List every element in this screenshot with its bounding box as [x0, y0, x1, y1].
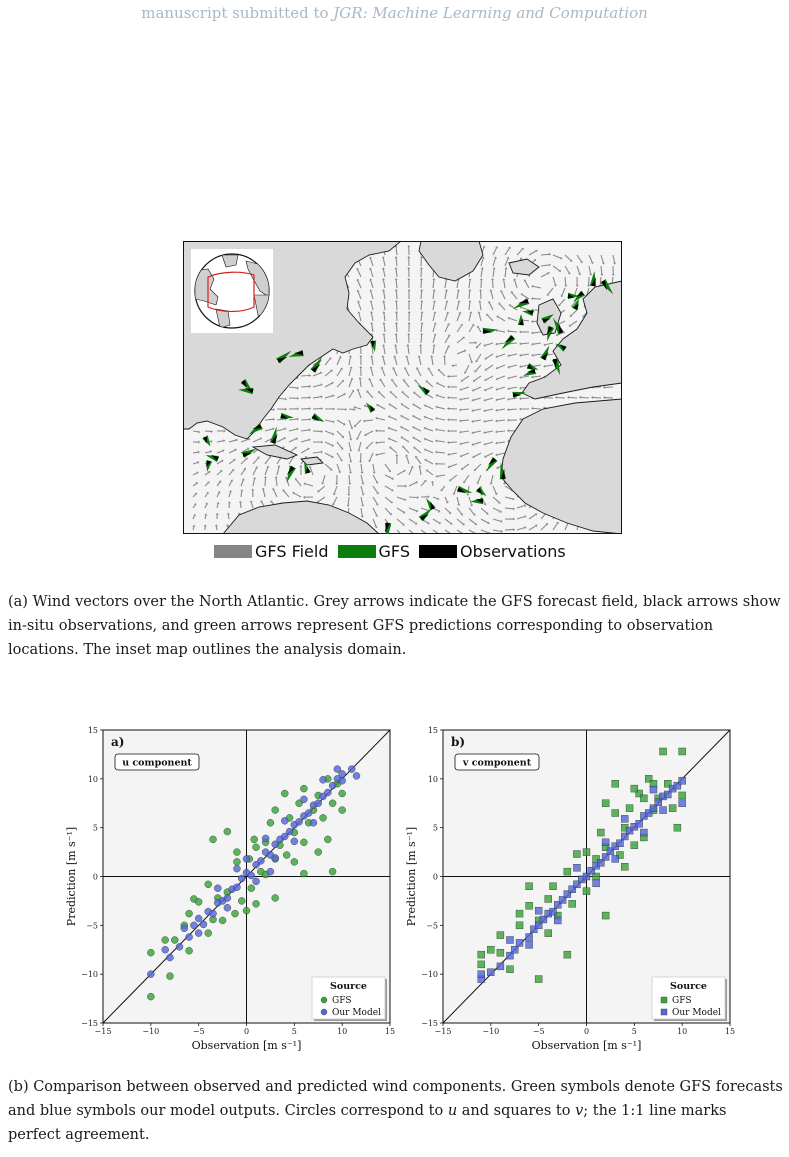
legend-entry: GFS — [332, 996, 352, 1006]
legend-marker — [321, 997, 327, 1003]
caption-b-v: v — [575, 1103, 584, 1119]
gfs-point — [583, 888, 590, 895]
our-model-point — [640, 829, 647, 836]
gfs-field-arrow — [301, 386, 309, 387]
x-tick-label: −10 — [482, 1027, 500, 1036]
gfs-point — [195, 898, 202, 905]
our-model-point — [286, 828, 293, 835]
gfs-point — [640, 795, 647, 802]
our-model-point — [487, 969, 494, 976]
our-model-point — [267, 868, 274, 875]
gfs-field-arrow — [449, 442, 457, 443]
y-tick-label: −5 — [426, 921, 438, 931]
our-model-point — [253, 878, 260, 885]
gfs-point — [602, 912, 609, 919]
gfs-point — [660, 748, 667, 755]
gfs-point — [248, 885, 255, 892]
panel-label: b) — [451, 735, 466, 749]
y-axis-label: Prediction [m s⁻¹] — [65, 826, 78, 927]
legend-title: Source — [330, 981, 367, 992]
gfs-field-arrow — [509, 409, 517, 410]
gfs-field-arrow — [509, 343, 517, 344]
y-tick-label: 15 — [87, 726, 98, 735]
our-model-point — [320, 776, 327, 783]
our-model-point — [238, 875, 245, 882]
our-model-point — [497, 963, 504, 970]
gfs-point — [243, 907, 250, 914]
gfs-point — [564, 951, 571, 958]
gfs-field-arrow — [569, 397, 577, 398]
legend-entry: Our Model — [332, 1008, 381, 1018]
gfs-field-arrow — [301, 419, 309, 420]
y-tick-label: 15 — [427, 726, 438, 735]
our-model-point — [181, 925, 188, 932]
y-tick-label: 5 — [92, 823, 98, 833]
gfs-field-arrow — [541, 254, 549, 255]
our-model-point — [305, 810, 312, 817]
our-model-point — [296, 818, 303, 825]
our-model-point — [339, 777, 346, 784]
gfs-point — [597, 829, 604, 836]
our-model-point — [593, 880, 600, 887]
y-tick-label: −5 — [86, 921, 98, 931]
inset-globe — [191, 249, 273, 333]
gfs-point — [564, 868, 571, 875]
our-model-point — [190, 922, 197, 929]
gfs-point — [233, 849, 240, 856]
gfs-field-arrow — [240, 503, 241, 508]
x-tick-label: −5 — [532, 1027, 545, 1036]
gfs-point — [669, 805, 676, 812]
gfs-point — [324, 836, 331, 843]
gfs-point — [267, 819, 274, 826]
our-model-point — [554, 917, 561, 924]
x-tick-label: 0 — [243, 1027, 250, 1036]
our-model-point — [224, 904, 231, 911]
x-tick-label: 5 — [631, 1027, 637, 1036]
our-model-point — [621, 815, 628, 822]
our-model-point — [679, 800, 686, 807]
gfs-field-arrow — [396, 291, 397, 299]
gfs-field-arrow — [453, 365, 457, 366]
gfs-field-arrow — [396, 302, 397, 310]
gfs-point — [545, 930, 552, 937]
gfs-point — [497, 949, 504, 956]
our-model-point — [478, 971, 485, 978]
our-model-point — [262, 835, 269, 842]
gfs-point — [631, 785, 638, 792]
y-tick-label: 10 — [427, 774, 438, 784]
our-model-point — [526, 934, 533, 941]
our-model-point — [612, 855, 619, 862]
our-model-point — [176, 943, 183, 950]
gfs-field-arrow — [565, 277, 566, 285]
gfs-point — [272, 807, 279, 814]
gfs-point — [224, 828, 231, 835]
y-tick-label: 0 — [432, 872, 438, 882]
x-tick-label: 10 — [677, 1027, 688, 1036]
y-tick-label: 5 — [432, 823, 438, 833]
our-model-point — [195, 915, 202, 922]
caption-b-text2: and squares to — [457, 1103, 576, 1119]
legend-label-gfs-field: GFS Field — [255, 541, 329, 561]
gfs-point — [506, 966, 513, 973]
legend-entry: Our Model — [672, 1008, 721, 1018]
x-axis-label: Observation [m s⁻¹] — [531, 1039, 642, 1052]
gfs-point — [516, 922, 523, 929]
gfs-point — [526, 883, 533, 890]
our-model-point — [516, 939, 523, 946]
scatter-u-component — [58, 722, 398, 1057]
y-tick-label: 0 — [92, 872, 98, 882]
gfs-field-arrow — [216, 526, 217, 530]
our-model-point — [315, 800, 322, 807]
our-model-point — [210, 910, 217, 917]
legend-item-gfs — [338, 542, 410, 561]
our-model-point — [147, 971, 154, 978]
our-model-point — [679, 777, 686, 784]
gfs-point — [205, 930, 212, 937]
gfs-point — [329, 868, 336, 875]
gfs-field-arrow — [469, 291, 470, 299]
our-model-point — [257, 857, 264, 864]
gfs-point — [497, 932, 504, 939]
gfs-point — [569, 900, 576, 907]
gfs-field-arrow — [600, 277, 601, 285]
our-model-point — [186, 934, 193, 941]
x-tick-label: 15 — [384, 1027, 396, 1036]
legend-item-gfs-field — [214, 542, 329, 561]
running-header — [0, 4, 789, 22]
our-model-point — [650, 786, 657, 793]
gfs-point — [219, 917, 226, 924]
our-model-point — [535, 907, 542, 914]
gfs-point — [612, 810, 619, 817]
panel-label: a) — [111, 735, 125, 749]
gfs-point — [300, 870, 307, 877]
gfs-point — [253, 844, 260, 851]
x-tick-label: −5 — [192, 1027, 205, 1036]
gfs-point — [210, 836, 217, 843]
gfs-point — [602, 800, 609, 807]
gfs-point — [583, 849, 590, 856]
gfs-point — [281, 790, 288, 797]
gfs-point — [535, 976, 542, 983]
gfs-point — [251, 836, 258, 843]
gfs-field-arrow — [396, 324, 397, 332]
gfs-point — [626, 805, 633, 812]
legend-swatch-observations — [419, 545, 457, 558]
y-axis-label: Prediction [m s⁻¹] — [405, 826, 418, 927]
gfs-point — [516, 910, 523, 917]
header-prefix: manuscript submitted to — [141, 4, 334, 22]
x-tick-label: −15 — [94, 1027, 112, 1036]
gfs-point — [329, 800, 336, 807]
header-journal: JGR: Machine Learning and Computation — [333, 4, 648, 22]
gfs-field-arrow — [421, 335, 422, 343]
our-model-point — [324, 789, 331, 796]
component-label: u component — [122, 757, 192, 769]
our-model-point — [348, 766, 355, 773]
gfs-point — [674, 824, 681, 831]
legend-marker — [661, 1009, 667, 1015]
gfs-point — [631, 842, 638, 849]
our-model-point — [233, 865, 240, 872]
gfs-point — [147, 993, 154, 1000]
our-model-point — [526, 941, 533, 948]
our-model-point — [300, 796, 307, 803]
gfs-point — [238, 897, 245, 904]
gfs-field-arrow — [521, 343, 529, 344]
gfs-point — [171, 936, 178, 943]
gfs-field-arrow — [265, 419, 273, 420]
legend-swatch-gfs-field — [214, 545, 252, 558]
gfs-field-arrow — [533, 408, 541, 409]
x-tick-label: 10 — [337, 1027, 348, 1036]
gfs-point — [487, 946, 494, 953]
gfs-field-arrow — [396, 313, 397, 321]
gfs-point — [233, 858, 240, 865]
our-model-point — [224, 894, 231, 901]
gfs-field-arrow — [193, 452, 198, 453]
our-model-point — [166, 954, 173, 961]
gfs-field-arrow — [505, 508, 513, 509]
gfs-point — [679, 748, 686, 755]
our-model-point — [272, 854, 279, 861]
gfs-point — [573, 851, 580, 858]
our-model-point — [329, 782, 336, 789]
legend-marker — [321, 1009, 327, 1015]
gfs-field-arrow — [421, 291, 422, 299]
y-tick-label: −15 — [421, 1019, 438, 1028]
legend-swatch-gfs — [338, 545, 376, 558]
gfs-point — [526, 902, 533, 909]
our-model-point — [506, 936, 513, 943]
gfs-point — [679, 792, 686, 799]
gfs-field-arrow — [377, 442, 385, 443]
gfs-point — [339, 790, 346, 797]
caption-b-u: u — [447, 1103, 458, 1119]
y-tick-label: −10 — [421, 970, 438, 980]
our-model-point — [243, 855, 250, 862]
our-model-point — [602, 839, 609, 846]
gfs-field-arrow — [521, 398, 529, 399]
legend-label-observations: Observations — [459, 541, 566, 561]
gfs-field-arrow — [241, 491, 242, 497]
gfs-field-arrow — [581, 397, 589, 398]
gfs-field-arrow — [228, 515, 229, 519]
caption-a: (a) Wind vectors over the North Atlantic. Grey arrows indicate the GFS forecast field, black arrows show in-situ observations, and green arrows represent GFS predictions corresponding to observation locations. The inset map outlines the analysis domain. — [8, 594, 781, 658]
legend-entry: GFS — [672, 996, 692, 1006]
caption-b-text3: ; the 1:1 line marks perfect agreement. — [8, 1103, 727, 1143]
caption-b-text1: (b) Comparison between observed and predicted wind components. Green symbols denote GFS forecasts and blue symbols our model outputs. Circles correspond to — [8, 1079, 783, 1119]
gfs-point — [315, 849, 322, 856]
x-tick-label: 5 — [291, 1027, 297, 1036]
gfs-point — [478, 951, 485, 958]
gfs-field-arrow — [557, 397, 565, 398]
legend-marker — [661, 997, 667, 1003]
our-model-point — [214, 885, 221, 892]
x-tick-label: 15 — [724, 1027, 736, 1036]
map-legend — [214, 540, 575, 562]
component-label: v component — [462, 757, 532, 769]
x-tick-label: −15 — [434, 1027, 452, 1036]
wind-vector-map — [183, 241, 622, 534]
gfs-point — [621, 863, 628, 870]
legend-title: Source — [670, 981, 707, 992]
our-model-point — [200, 921, 207, 928]
gfs-point — [186, 910, 193, 917]
gfs-point — [166, 973, 173, 980]
gfs-point — [300, 839, 307, 846]
our-model-point — [636, 820, 643, 827]
our-model-point — [248, 872, 255, 879]
our-model-point — [233, 884, 240, 891]
gfs-field-arrow — [593, 397, 601, 398]
gfs-field-arrow — [349, 409, 354, 410]
y-tick-label: 10 — [87, 774, 98, 784]
gfs-field-arrow — [349, 475, 350, 483]
gfs-point — [186, 947, 193, 954]
gfs-point — [339, 807, 346, 814]
gfs-point — [550, 883, 557, 890]
scatter-v-component — [398, 722, 738, 1057]
y-tick-label: −15 — [81, 1019, 98, 1028]
our-model-point — [162, 946, 169, 953]
our-model-point — [616, 840, 623, 847]
gfs-point — [300, 785, 307, 792]
gfs-point — [545, 895, 552, 902]
gfs-field-arrow — [301, 375, 309, 376]
our-model-point — [291, 838, 298, 845]
our-model-point — [511, 946, 518, 953]
our-model-point — [573, 864, 580, 871]
gfs-point — [291, 858, 298, 865]
our-model-point — [310, 819, 317, 826]
our-model-point — [660, 807, 667, 814]
gfs-point — [272, 894, 279, 901]
our-model-point — [353, 772, 360, 779]
legend-label-gfs: GFS — [378, 541, 410, 561]
gfs-point — [253, 900, 260, 907]
our-model-point — [195, 930, 202, 937]
gfs-point — [320, 814, 327, 821]
gfs-point — [205, 881, 212, 888]
gfs-point — [162, 936, 169, 943]
gfs-point — [283, 852, 290, 859]
caption-b — [8, 1075, 783, 1147]
gfs-point — [478, 961, 485, 968]
our-model-point — [281, 817, 288, 824]
our-model-point — [550, 908, 557, 915]
gfs-point — [232, 910, 239, 917]
gfs-point — [147, 949, 154, 956]
gfs-point — [612, 780, 619, 787]
our-model-point — [334, 766, 341, 773]
legend-item-observations — [419, 542, 566, 561]
y-tick-label: −10 — [81, 970, 98, 980]
x-axis-label: Observation [m s⁻¹] — [191, 1039, 302, 1052]
x-tick-label: 0 — [583, 1027, 590, 1036]
x-tick-label: −10 — [142, 1027, 160, 1036]
